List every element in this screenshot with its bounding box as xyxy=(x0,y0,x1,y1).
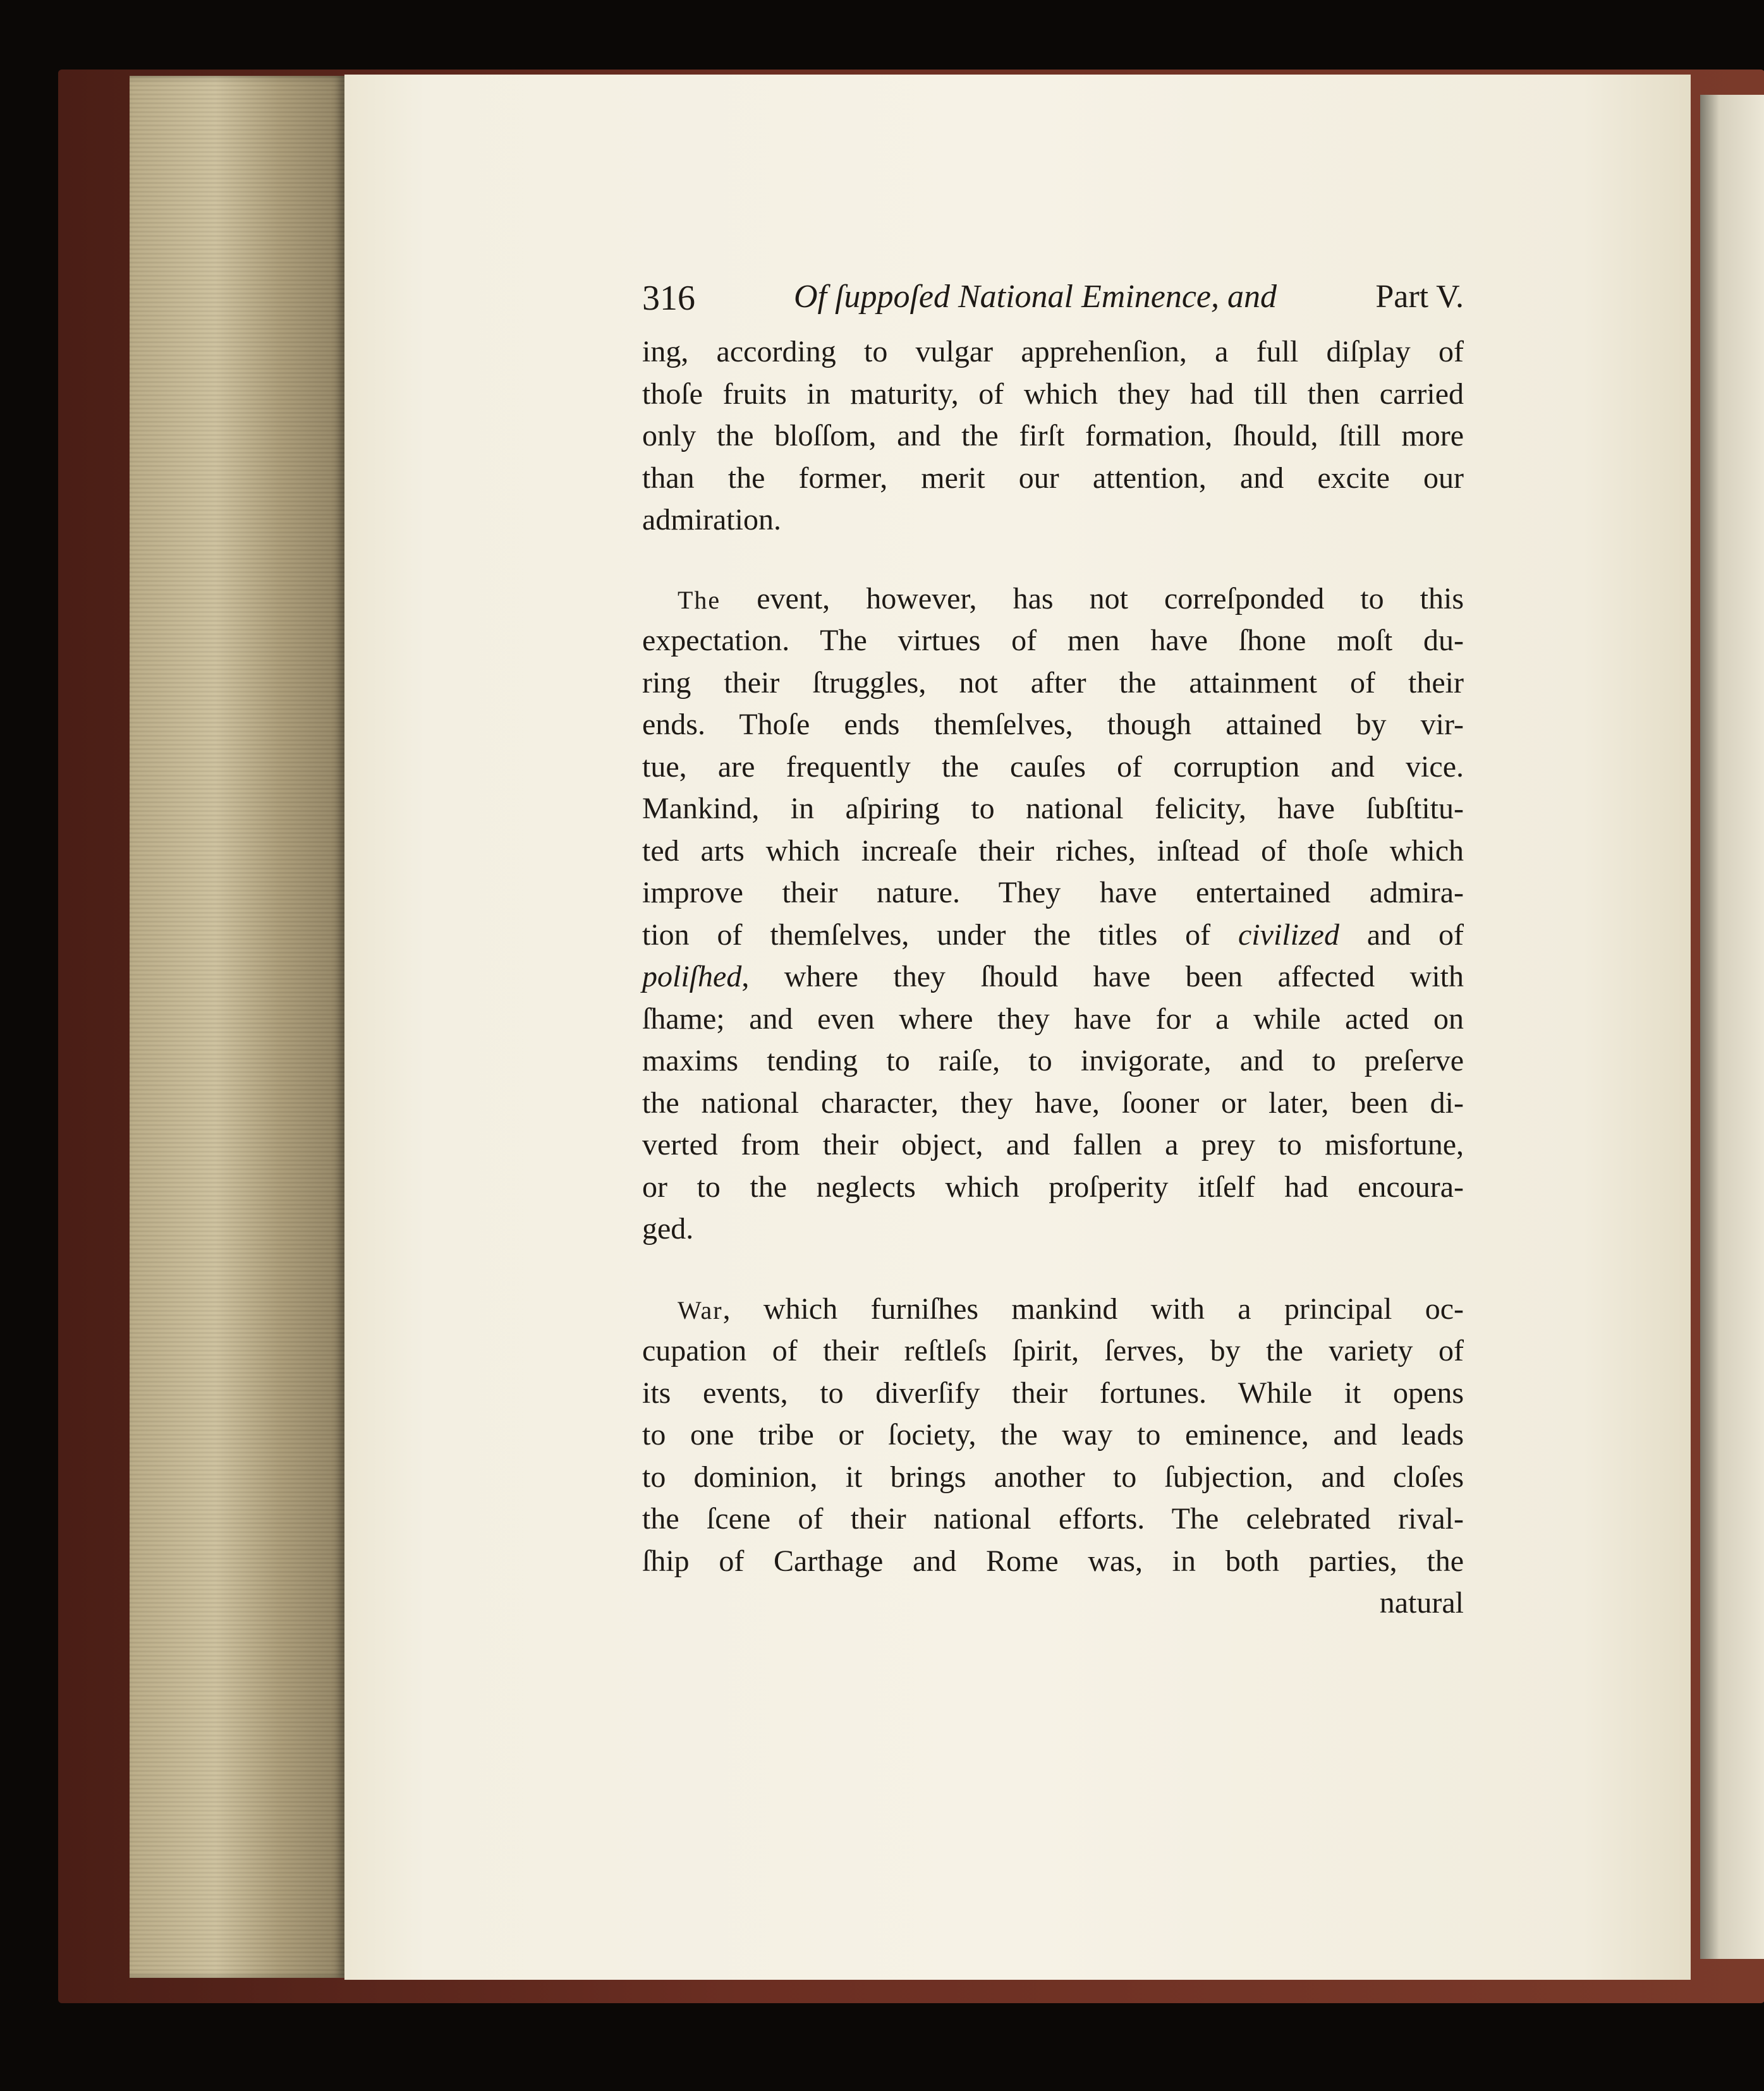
text-line: admiration. xyxy=(642,503,781,536)
text-line xyxy=(642,914,1464,957)
line-text: , which furniſhes mankind with a principal oc- xyxy=(722,1292,1464,1326)
running-head xyxy=(642,278,1464,329)
text-line: expectation. The virtues of men have ſhone moſt du- xyxy=(642,624,1464,657)
text-line: the ſcene of their national efforts. The celebrated rival- xyxy=(642,1502,1464,1536)
facing-page-edge xyxy=(1700,95,1764,1959)
line-text: and of xyxy=(1339,918,1464,952)
text-line: its events, to diverſify their fortunes. While it opens xyxy=(642,1376,1464,1410)
line-text: event, however, has not correſponded to this xyxy=(721,581,1464,615)
part-label: Part V. xyxy=(1375,279,1464,315)
page-number: 316 xyxy=(642,279,695,318)
text-line: ſhip of Carthage and Rome was, in both parties, the xyxy=(642,1544,1464,1578)
text-line: ſhame; and even where they have for a while acted on xyxy=(642,1002,1464,1036)
text-line: the national character, they have, ſooner or later, been di- xyxy=(642,1086,1464,1120)
text-line: ing, according to vulgar apprehenſion, a full diſplay of xyxy=(642,335,1464,368)
paragraph-opening-line xyxy=(642,1288,1464,1331)
italic-word: civilized xyxy=(1238,918,1339,952)
text-line: maxims tending to raiſe, to invigorate, and to preſerve xyxy=(642,1044,1464,1077)
text-line: to dominion, it brings another to ſubjection, and cloſes xyxy=(642,1460,1464,1494)
line-text: , where they ſhould have been affected with xyxy=(741,960,1464,993)
text-line: cupation of their reſtleſs ſpirit, ſerves, by the variety of xyxy=(642,1334,1464,1367)
text-line: Mankind, in aſpiring to national felicity, have ſubſtitu- xyxy=(642,792,1464,825)
running-title: Of ſuppoſed National Eminence, and xyxy=(794,279,1277,315)
catchword: natural xyxy=(1379,1586,1464,1620)
text-line: or to the neglects which proſperity itſelf had encoura- xyxy=(642,1170,1464,1204)
text-line: only the bloſſom, and the firſt formation, ſhould, ſtill more xyxy=(642,419,1464,452)
line-text: tion of themſelves, under the titles of xyxy=(642,918,1238,952)
text-line: ged. xyxy=(642,1212,694,1246)
paragraph-opening-line xyxy=(642,578,1464,621)
page-fore-edge xyxy=(130,76,344,1978)
text-line xyxy=(642,956,1464,998)
text-line: improve their nature. They have entertained admira- xyxy=(642,876,1464,909)
text-line: thoſe fruits in maturity, of which they had till then carried xyxy=(642,377,1464,411)
text-line: tue, are frequently the cauſes of corruption and vice. xyxy=(642,749,1464,784)
paragraph-break xyxy=(642,542,1464,578)
text-line: ends. Thoſe ends themſelves, though attained by vir- xyxy=(642,708,1464,741)
body-text xyxy=(642,331,1464,1625)
small-caps-word: War xyxy=(678,1295,723,1324)
text-line: ring their ſtruggles, not after the attainment of their xyxy=(642,665,1464,700)
small-caps-word: The xyxy=(678,585,721,614)
text-line: than the former, merit our attention, and excite our xyxy=(642,461,1464,495)
text-line: verted from their object, and fallen a prey to misfortune, xyxy=(642,1128,1464,1161)
italic-word: poliſhed xyxy=(642,960,742,993)
paragraph-break xyxy=(642,1251,1464,1288)
text-line: ted arts which increaſe their riches, inſtead of thoſe which xyxy=(642,833,1464,868)
text-line: to one tribe or ſociety, the way to eminence, and leads xyxy=(642,1418,1464,1452)
